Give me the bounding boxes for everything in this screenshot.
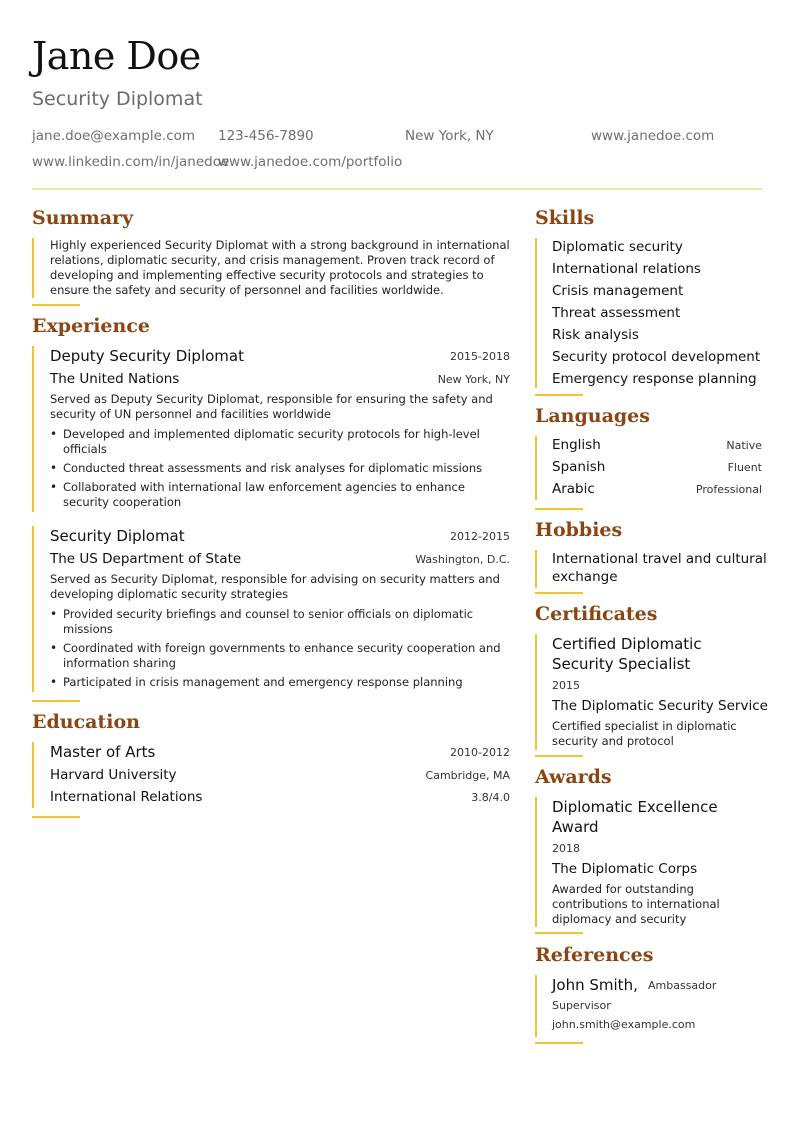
- languages-underline: [535, 508, 583, 510]
- certificate-issuer: The Diplomatic Security Service: [552, 698, 768, 714]
- certificate-year: 2015: [552, 679, 580, 692]
- job-bullet: • Developed and implemented diplomatic security protocols for high-level officials: [63, 427, 508, 457]
- job-description: Served as Security Diplomat, responsible for advising on security matters and developing diplomatic security strategies: [50, 572, 500, 601]
- certificates-underline: [535, 755, 583, 757]
- job-dates: 2012-2015: [450, 530, 510, 543]
- award-description-continued: diplomacy and security: [552, 912, 687, 926]
- summary-underline: [32, 304, 80, 306]
- reference-relation: Supervisor: [552, 999, 611, 1012]
- contact-portfolio[interactable]: www.janedoe.com/portfolio: [218, 154, 403, 170]
- references-underline: [535, 1042, 583, 1044]
- education-dates: 2010-2012: [450, 746, 510, 759]
- reference-role: Ambassador: [648, 979, 717, 992]
- references-heading: References: [535, 944, 654, 966]
- header-divider: [32, 188, 762, 190]
- job-bullet: • Provided security briefings and counsel to senior officials on diplomatic missions: [63, 607, 503, 637]
- summary-heading: Summary: [32, 207, 134, 229]
- certificates-heading: Certificates: [535, 603, 658, 625]
- skill-item: Security protocol development: [552, 349, 761, 365]
- contact-phone: 123-456-7890: [218, 128, 314, 144]
- skills-underline: [535, 394, 583, 396]
- job-block: [32, 346, 34, 512]
- language-name: Spanish: [552, 459, 606, 475]
- candidate-title: Security Diplomat: [32, 88, 203, 110]
- contact-location: New York, NY: [405, 128, 494, 144]
- languages-block: [535, 436, 537, 500]
- languages-heading: Languages: [535, 405, 650, 427]
- education-school: Harvard University: [50, 767, 177, 783]
- language-name: English: [552, 437, 601, 453]
- reference-block: [535, 975, 537, 1037]
- award-title-continued: Award: [552, 818, 599, 836]
- skill-item: Diplomatic security: [552, 239, 683, 255]
- education-heading: Education: [32, 711, 140, 733]
- award-title: Diplomatic Excellence: [552, 798, 718, 816]
- education-underline: [32, 816, 80, 818]
- contact-website[interactable]: www.janedoe.com: [591, 128, 715, 144]
- award-year: 2018: [552, 842, 580, 855]
- experience-underline: [32, 700, 80, 702]
- education-gpa: 3.8/4.0: [471, 791, 510, 804]
- awards-heading: Awards: [535, 766, 612, 788]
- contact-email[interactable]: jane.doe@example.com: [32, 128, 196, 144]
- job-bullet: • Participated in crisis management and emergency response planning: [63, 675, 508, 690]
- award-description-continued: contributions to international: [552, 897, 720, 911]
- education-field: International Relations: [50, 789, 203, 805]
- skills-block: [535, 238, 537, 388]
- job-block: [32, 526, 34, 692]
- hobby-item-continued: exchange: [552, 569, 618, 585]
- experience-heading: Experience: [32, 315, 150, 337]
- language-level: Native: [726, 439, 762, 452]
- certificate-description-continued: security and protocol: [552, 734, 674, 748]
- job-dates: 2015-2018: [450, 350, 510, 363]
- hobbies-underline: [535, 592, 583, 594]
- job-title: Security Diplomat: [50, 527, 185, 545]
- summary-block: [32, 238, 34, 298]
- hobby-item: International travel and cultural: [552, 551, 767, 567]
- job-location: New York, NY: [437, 373, 510, 386]
- language-name: Arabic: [552, 481, 595, 497]
- skill-item: Risk analysis: [552, 327, 639, 343]
- skill-item: Emergency response planning: [552, 371, 757, 387]
- education-degree: Master of Arts: [50, 743, 156, 761]
- job-bullet: • Conducted threat assessments and risk analyses for diplomatic missions: [63, 461, 508, 476]
- hobbies-heading: Hobbies: [535, 519, 623, 541]
- hobbies-block: [535, 550, 537, 588]
- contact-linkedin[interactable]: www.linkedin.com/in/janedoe: [32, 154, 230, 170]
- job-bullet: • Collaborated with international law enforcement agencies to enhance security cooperation: [63, 480, 508, 510]
- award-description: Awarded for outstanding: [552, 882, 694, 896]
- job-org: The United Nations: [50, 371, 180, 387]
- summary-text: Highly experienced Security Diplomat with a strong background in international relations, diplomatic security, and crisis management. Proven track record of developing and implementing effective security protocols and strategies to ensure the safety and security of personnel and facilities worldwide.: [50, 238, 510, 297]
- job-description: Served as Deputy Security Diplomat, responsible for ensuring the safety and security of UN personnel and facilities worldwide: [50, 392, 493, 421]
- language-level: Fluent: [727, 461, 762, 474]
- education-location: Cambridge, MA: [425, 769, 510, 782]
- education-block: [32, 742, 34, 808]
- reference-email[interactable]: john.smith@example.com: [552, 1018, 696, 1031]
- skill-item: International relations: [552, 261, 701, 277]
- certificate-description: Certified specialist in diplomatic: [552, 719, 737, 733]
- certificate-title: Certified Diplomatic: [552, 635, 702, 653]
- job-location: Washington, D.C.: [415, 553, 510, 566]
- certificate-block: [535, 634, 537, 750]
- language-level: Professional: [695, 483, 762, 496]
- candidate-name: Jane Doe: [32, 34, 201, 78]
- job-bullet: • Coordinated with foreign governments to enhance security cooperation and information sharing: [63, 641, 503, 671]
- certificate-title-continued: Security Specialist: [552, 655, 691, 673]
- awards-underline: [535, 932, 583, 934]
- reference-name: John Smith,: [552, 976, 638, 994]
- job-title: Deputy Security Diplomat: [50, 347, 244, 365]
- job-org: The US Department of State: [50, 551, 242, 567]
- award-issuer: The Diplomatic Corps: [552, 861, 698, 877]
- award-block: [535, 797, 537, 927]
- skill-item: Crisis management: [552, 283, 684, 299]
- skills-heading: Skills: [535, 207, 595, 229]
- skill-item: Threat assessment: [552, 305, 681, 321]
